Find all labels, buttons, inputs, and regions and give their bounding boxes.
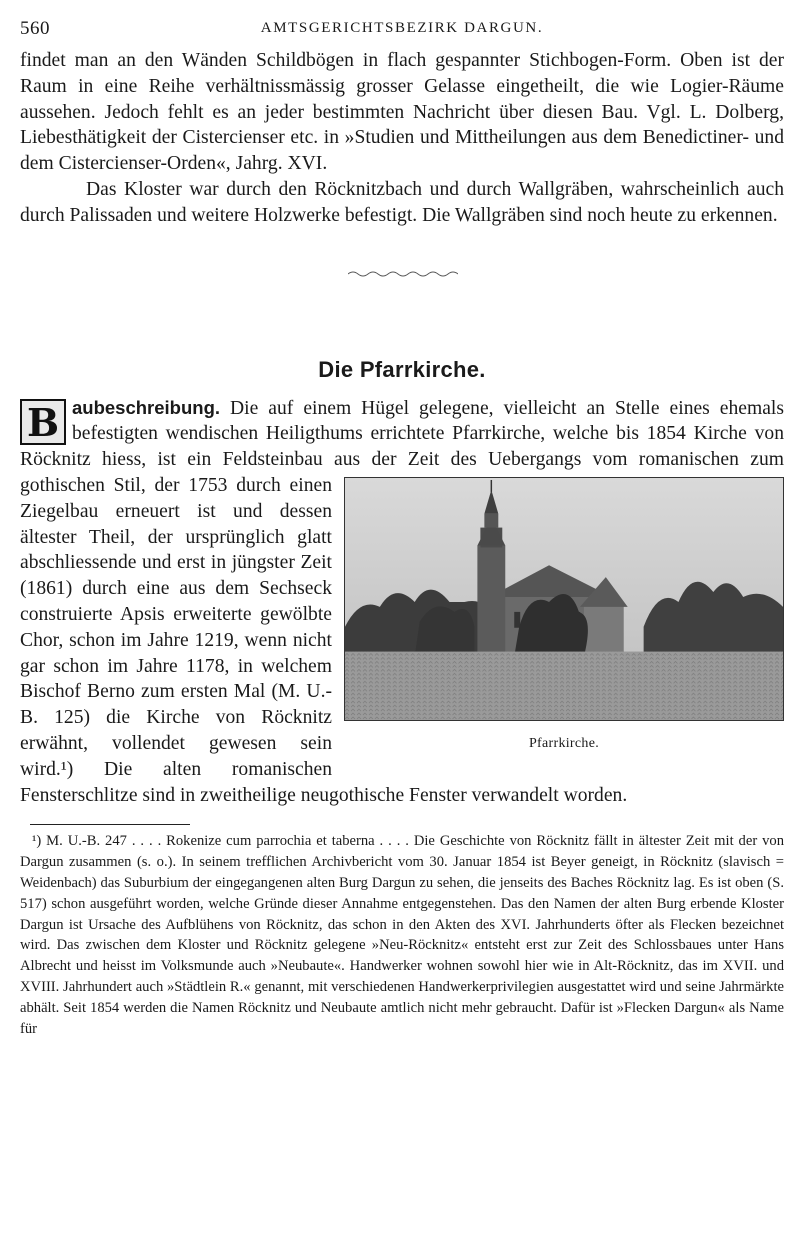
church-figure xyxy=(344,477,784,753)
paragraph-2: Das Kloster war durch den Röcknitzbach und durch Wallgräben, wahrscheinlich auch durch Palissaden und weitere Holzwerke befestigt. Die Wallgräben sind noch heute zu erkennen. xyxy=(20,178,784,226)
page-number: 560 xyxy=(20,18,50,39)
ornament-icon xyxy=(348,270,458,278)
section-body xyxy=(20,395,784,809)
running-title: AMTSGERICHTSBEZIRK DARGUN. xyxy=(260,20,544,36)
footnote: ¹) M. U.-B. 247 . . . . Rokenize cum parrochia et taberna . . . . Die Geschichte von Röcknitz fällt in ältester Zeit mit der von Dargun zusammen (s. o.). In seinem trefflichen Archivbericht vom 30. Januar 1854 ist Beyer geneigt, in Röcknitz (slavisch = Weidenbach) das Suburbium der eingegangenen alten Burg Dargun zu sehen, die jenseits des Baches Röcknitz lag. Es ist oben (S. 517) schon ausgeführt worden, welche Gründe dieser Annahme entgegenstehen. Das den Namen der alten Burg erbende Kloster Dargun ist Ursache des Aufblühens von Röcknitz, das schon in den Akten des XVI. Jahrhunderts öfter als Flecken bezeichnet wird. Das zwischen dem Kloster und Röcknitz gelegene »Neu-Röcknitz« entsteht erst zur Zeit des Schlossbaues unter Hans Albrecht und heisst im Volksmunde auch »Neubaute«. Handwerker wohnen sowohl hier wie in Alt-Röcknitz, das im XVII. und XVIII. Jahrhundert auch »Städtlein R.« genannt, mit verschiedenen Handwerkerprivilegien ausgestattet wird und seine Jahrmärkte abhält. Seit 1854 werden die Namen Röcknitz und Neubaute amtlich nicht mehr gebraucht. Dafür ist »Flecken Dargun« als Name für xyxy=(20,833,784,1037)
figure-caption: Pfarrkirche. xyxy=(528,735,600,751)
body-intro xyxy=(20,398,784,806)
footnote-rule xyxy=(30,824,190,825)
church-photo xyxy=(344,477,784,721)
church-description xyxy=(20,395,784,809)
drop-cap-letter: B xyxy=(26,399,60,445)
paragraph-1: findet man an den Wänden Schildbögen in flach gespannter Stichbogen-Form. Oben ist der Raum in eine Reihe verhältnissmässig grosser Gelasse eingetheilt, die wie Logier-Räume aussehen. Jedoch fehlt es an jeder bestimmten Nachricht über diesen Bau. Vgl. L. Dolberg, Liebesthätigkeit der Cistercienser etc. in »Studien und Mittheilungen aus dem Benedictiner- und dem Cistercienser-Orden«, Jahrg. XVI. xyxy=(20,50,784,175)
section-divider xyxy=(20,229,784,305)
body-text-before-figure: Die auf einem Hügel gelegene, vielleicht an Stelle eines ehemals befestigten wendischen Heiligthums errichtete Pfarrkirche, welche bis 1854 Kirche von Röcknitz hiess, ist ein Feldsteinbau aus der xyxy=(20,397,784,471)
drop-cap xyxy=(20,399,66,445)
lead-word: aubeschreibung. xyxy=(72,396,221,418)
section-title: Die Pfarrkirche. xyxy=(318,356,486,382)
body-text-after-figure: Zeit des Uebergangs vom romanischen zum gothischen Stil, der 1753 durch einen Ziegelbau erneuert ist und dessen ältester Theil, der ursprünglich glatt abschliessende und erst in jüngster Zeit (1861) durch eine aus dem Sechseck construierte Apsis erweiterte gewölbte Chor, schon im Jahre 1219, wenn nicht gar schon im Jahre 1178, in welchem Bischof Berno zum ersten Mal (M. U.-B. 125) die Kirche von Röcknitz erwähnt, vollendet gewesen sein wird.¹) Die alten romanischen Fensterschlitze sind in zweitheilige neugothische Fenster verwandelt worden. xyxy=(20,449,784,806)
document-page xyxy=(20,10,784,1039)
running-head xyxy=(20,10,784,40)
